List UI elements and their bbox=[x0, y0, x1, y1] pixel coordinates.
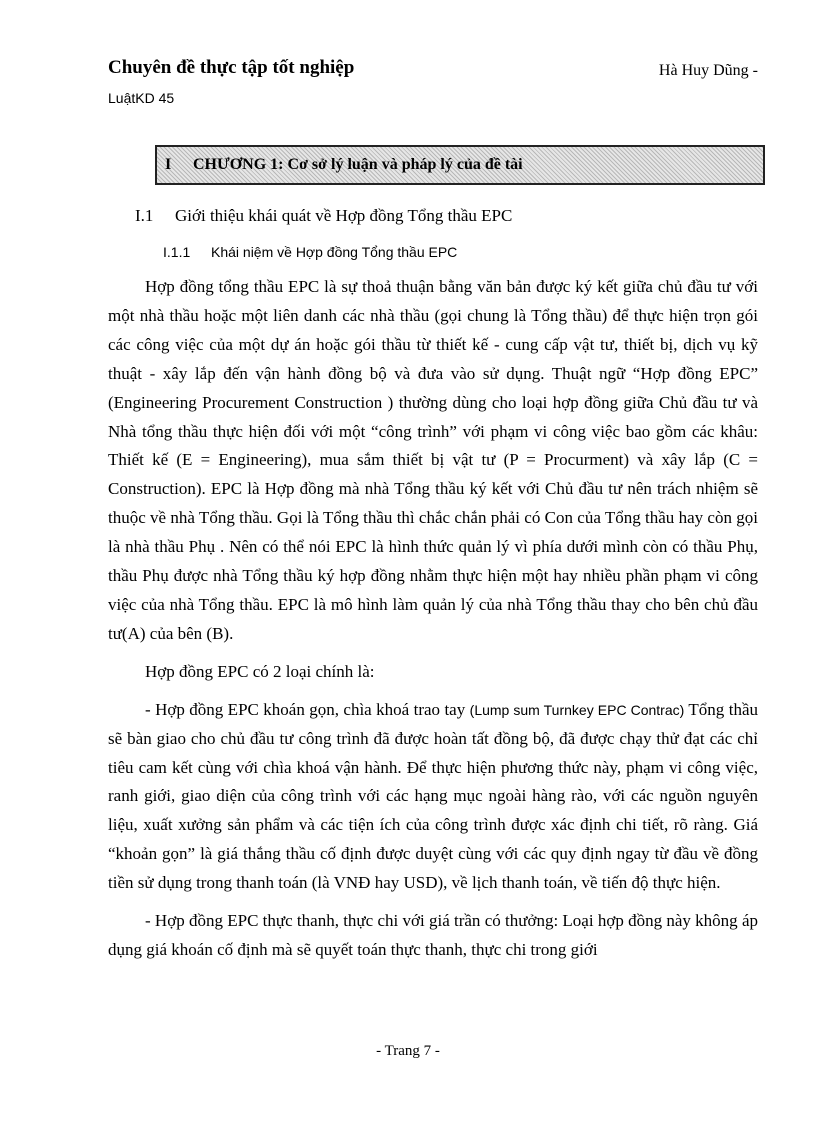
section-heading bbox=[135, 206, 512, 226]
subsection-heading bbox=[163, 244, 457, 260]
chapter-number: I bbox=[165, 156, 172, 173]
class-name: LuậtKD 45 bbox=[108, 90, 175, 106]
page-number: - Trang 7 - bbox=[376, 1043, 440, 1059]
lump-sum-lead: - Hợp đồng EPC khoán gọn, chìa khoá trao tay bbox=[145, 699, 466, 719]
lump-sum-english-term: (Lump sum Turnkey EPC Contrac) bbox=[469, 701, 685, 718]
document-title: Chuyên đề thực tập tốt nghiệp bbox=[108, 57, 355, 78]
paragraph-types-intro: Hợp đồng EPC có 2 loại chính là: bbox=[145, 661, 375, 681]
paragraph-lump-sum bbox=[108, 696, 758, 898]
section-number: I.1 bbox=[135, 206, 154, 225]
subsection-title: Khái niệm về Hợp đồng Tổng thầu EPC bbox=[211, 244, 458, 260]
chapter-heading-box bbox=[155, 145, 765, 185]
chapter-title: CHƯƠNG 1: Cơ sở lý luận và pháp lý của đề tài bbox=[193, 156, 523, 173]
paragraph-definition: Hợp đồng tổng thầu EPC là sự thoả thuận bằng văn bản được ký kết giữa chủ đầu tư với một nhà thầu hoặc một liên danh các nhà thầu (gọi chung là Tổng thầu) để thực hiện trọn gói các công việc của một dự án hoặc gói thầu từ thiết kế - cung cấp vật tư, thiết bị, dịch vụ kỹ thuật - xây lắp đến vận hành đồng bộ và đưa vào sử dụng. Thuật ngữ “Hợp đồng EPC” (Engineering Procurement Construction ) thường dùng cho loại hợp đồng giữa Chủ đầu tư và Nhà tổng thầu thực hiện đối với một “công trình” với phạm vi công việc bao gồm các khâu: Thiết kế (E = Engineering), mua sắm thiết bị vật tư (P = Procurment) và xây lắp (C = Construction). EPC là Hợp đồng mà nhà Tổng thầu ký kết với Chủ đầu tư nên trách nhiệm sẽ thuộc về nhà Tổng thầu. Gọi là Tổng thầu thì chắc chắn phải có Con của Tổng thầu hay còn gọi là nhà thầu Phụ . Nên có thể nói EPC là hình thức quản lý vì phía dưới mình còn có thầu Phụ, thầu Phụ được nhà Tổng thầu ký hợp đồng nhằm thực hiện một hay nhiều phần phạm vi công việc của nhà Tổng thầu. EPC là mô hình làm quản lý của nhà Tổng thầu thay cho bên chủ đầu tư(A) của bên (B). bbox=[108, 277, 758, 643]
section-title: Giới thiệu khái quát về Hợp đồng Tổng thầu EPC bbox=[175, 206, 513, 225]
author-name: Hà Huy Dũng - bbox=[658, 62, 758, 79]
subsection-number: I.1.1 bbox=[163, 244, 191, 260]
lump-sum-body: Tổng thầu sẽ bàn giao cho chủ đầu tư công trình đã được hoàn tất đồng bộ, đã được chạy thử đạt các chỉ tiêu cam kết cùng với chìa khoá vận hành. Để thực hiện phương thức này, phạm vi công việc, ranh giới, giao diện của công trình với các hạng mục ngoài hàng rào, với các nguồn nguyên liệu, xuất xưởng sản phẩm và các tiện ích của công trình được xác định chi tiết, rõ ràng. Giá “khoản gọn” là giá thắng thầu cố định được duyệt cùng với các quy định ngay từ đầu về đồng tiền sử dụng trong thanh toán (là VNĐ hay USD), về lịch thanh toán, về tiến độ thực hiện. bbox=[108, 699, 758, 893]
body-text bbox=[108, 273, 758, 965]
paragraph-cost-plus: - Hợp đồng EPC thực thanh, thực chi với giá trần có thưởng: Loại hợp đồng này không áp dụng giá khoán cố định mà sẽ quyết toán thực thanh, thực chi trong giới bbox=[108, 911, 758, 959]
